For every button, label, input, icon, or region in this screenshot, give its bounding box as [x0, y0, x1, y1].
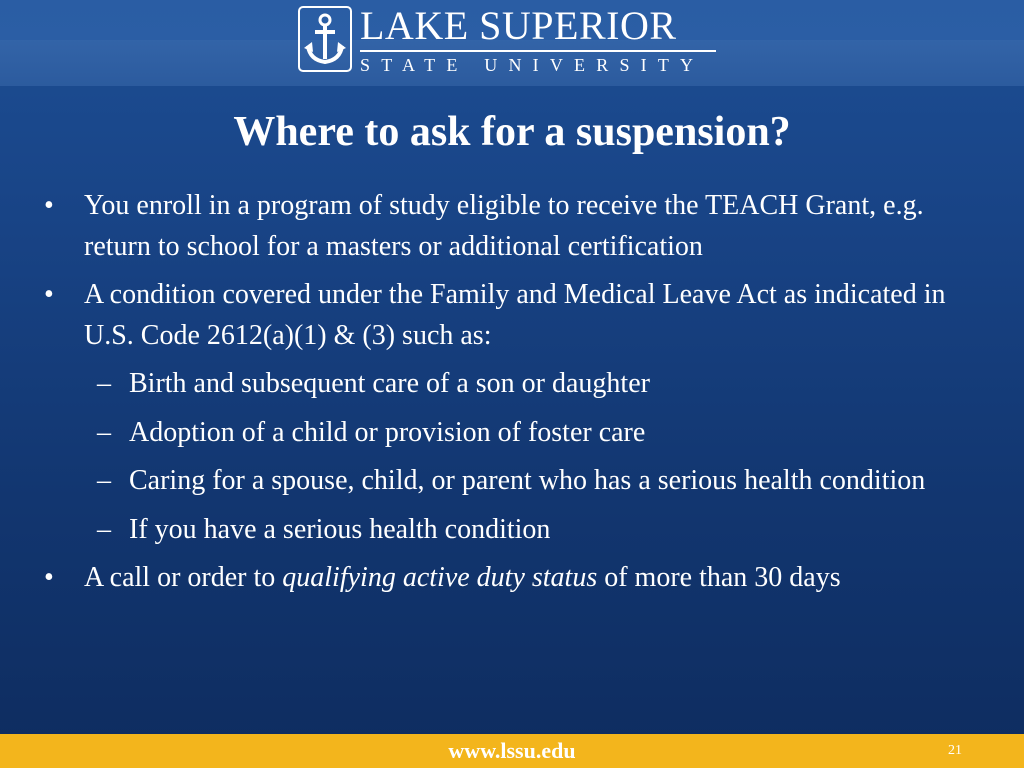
- logo-emblem: [298, 6, 352, 72]
- sub-list-item: [44, 510, 964, 551]
- slide-content-list: [44, 186, 964, 607]
- bullet-marker: •: [44, 562, 54, 593]
- sub-list-item-text: Birth and subsequent care of a son or daughter: [129, 368, 650, 399]
- dash-marker: –: [97, 368, 111, 399]
- sub-list-item-text: If you have a serious health condition: [129, 513, 551, 545]
- list-item-text: A condition covered under the Family and Medical Leave Act as indicated in U.S. Code 2612(a)(1) & (3) such as:: [84, 279, 946, 351]
- sub-list-item: [44, 413, 964, 454]
- dash-marker: –: [97, 513, 111, 545]
- page-number: 21: [948, 743, 962, 758]
- emphasized-text: qualifying active duty status: [282, 562, 598, 593]
- list-item: [44, 186, 964, 267]
- list-item: [44, 558, 964, 599]
- dash-marker: –: [97, 465, 111, 496]
- list-item: [44, 275, 964, 356]
- footer-bar: [0, 734, 1024, 768]
- bullet-marker: •: [44, 190, 54, 221]
- slide-title: Where to ask for a suspension?: [233, 109, 791, 155]
- logo-subtitle: STATE UNIVERSITY: [360, 55, 705, 75]
- sub-list-item-text: Adoption of a child or provision of foster care: [129, 416, 646, 448]
- logo-divider: [360, 50, 716, 52]
- list-item-text: You enroll in a program of study eligible to receive the TEACH Grant, e.g. return to school for a masters or additional certification: [84, 190, 924, 262]
- list-item-text-before: A call or order to: [84, 562, 283, 593]
- anchor-icon: [304, 12, 346, 66]
- header-band: [0, 0, 1024, 86]
- sub-list-item-text: Caring for a spouse, child, or parent who has a serious health condition: [129, 465, 926, 496]
- sub-list-item: [44, 364, 964, 405]
- logo-name: LAKE SUPERIOR: [360, 3, 677, 48]
- dash-marker: –: [97, 416, 111, 448]
- sub-list-item: [44, 461, 964, 502]
- list-item-text-after: of more than 30 days: [597, 562, 841, 593]
- university-logo[interactable]: [298, 3, 720, 75]
- footer-url-link[interactable]: www.lssu.edu: [448, 738, 576, 763]
- bullet-marker: •: [44, 279, 54, 310]
